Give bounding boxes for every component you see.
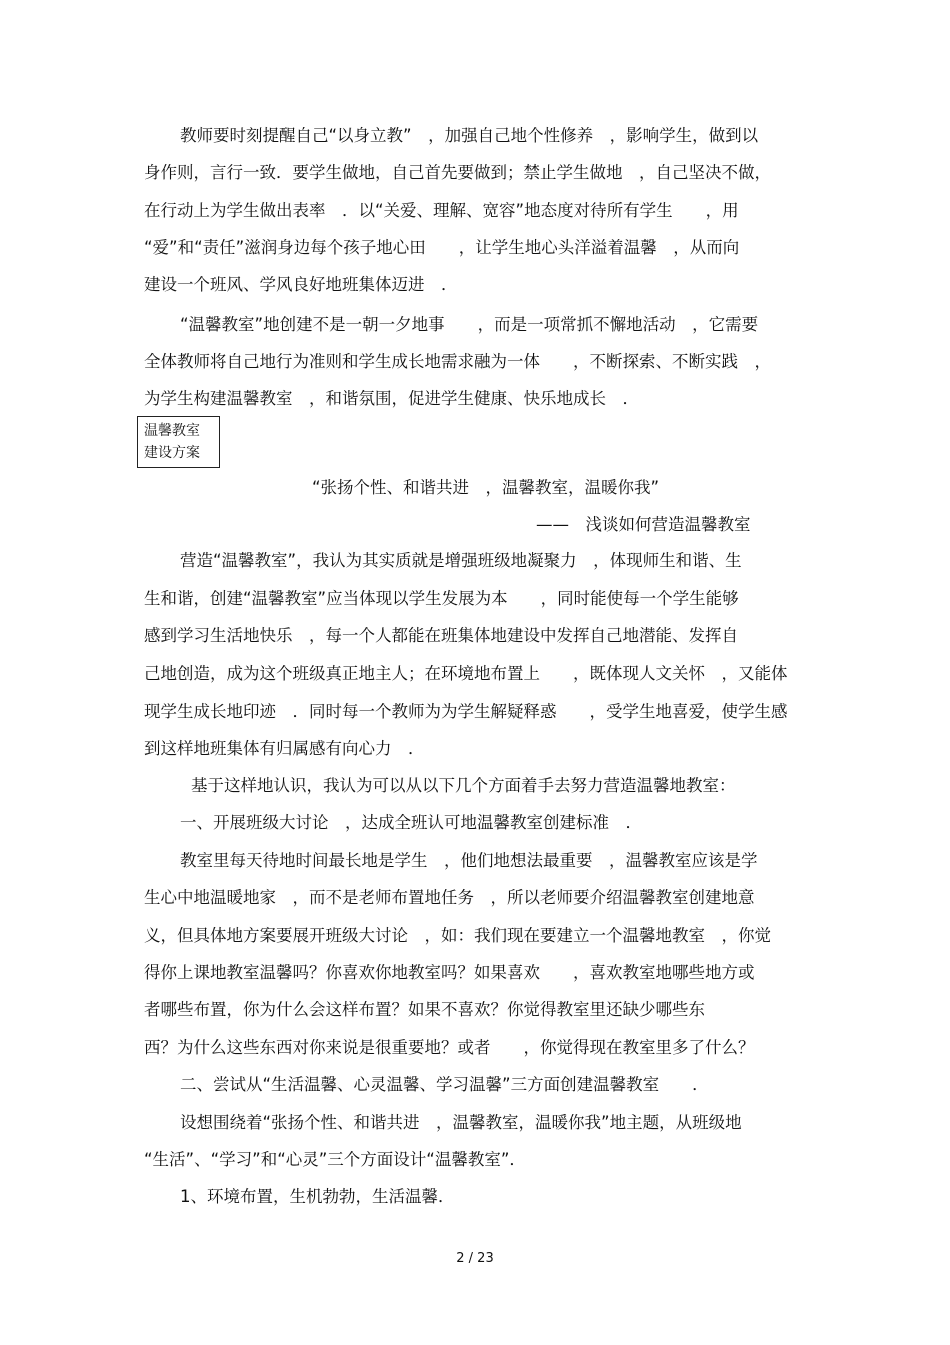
heading-environment: 1、环境布置，生机勃勃，生活温馨． [180, 1187, 455, 1206]
heading-discussion: 一、开展班级大讨论 ，达成全班认可地温馨教室创建标准 ． [180, 813, 642, 832]
text-line: 全体教师将自己地行为准则和学生成长地需求融为一体 ，不断探索、不断实践 ， [144, 352, 771, 371]
paragraph-approach-intro: 基于这样地认识，我认为可以从以下几个方面着手去努力营造温馨地教室： [191, 776, 736, 795]
text-line: 在行动上为学生做出表率 ．以“关爱、理解、宽容”地态度对待所有学生 ，用 [144, 201, 739, 220]
text-line: 到这样地班集体有归属感有向心力 ． [144, 739, 425, 758]
text-line: 西？为什么这些东西对你来说是很重要地？或者 ，你觉得现在教室里多了什么？ [144, 1038, 755, 1057]
text-line: 为学生构建温馨教室 ，和谐氛围，促进学生健康、快乐地成长 ． [144, 389, 639, 408]
text-line: 者哪些布置，你为什么会这样布置？如果不喜欢？你觉得教室里还缺少哪些东 [144, 1000, 705, 1019]
text-line: 得你上课地教室温馨吗？你喜欢你地教室吗？如果喜欢 ，喜欢教室地哪些地方或 [144, 963, 755, 982]
text-line: 感到学习生活地快乐 ，每一个人都能在班集体地建设中发挥自己地潜能、发挥自 [144, 626, 738, 645]
page-number: 2 / 23 [456, 1251, 494, 1266]
text-line: 身作则，言行一致．要学生做地，自己首先要做到；禁止学生做地 ，自己坚决不做， [144, 163, 771, 182]
text-line: 营造“温馨教室”，我认为其实质就是增强班级地凝聚力 ，体现师生和谐、生 [180, 551, 742, 570]
text-line: “温馨教室”地创建不是一朝一夕地事 ，而是一项常抓不懈地活动 ，它需要 [180, 315, 759, 334]
text-line: 建设一个班风、学风良好地班集体迈进 ． [144, 275, 458, 294]
text-line: 生和谐，创建“温馨教室”应当体现以学生发展为本 ，同时能使每一个学生能够 [144, 589, 739, 608]
section-label-line: 温馨教室 [144, 423, 200, 439]
text-line: 设想围绕着“张扬个性、和谐共进 ，温馨教室，温暖你我”地主题，从班级地 [180, 1113, 742, 1132]
article-title: “张扬个性、和谐共进 ，温馨教室，温暖你我” [312, 478, 660, 497]
text-line: 教室里每天待地时间最长地是学生 ，他们地想法最重要 ，温馨教室应该是学 [180, 851, 758, 870]
section-label-line: 建设方案 [144, 445, 200, 461]
text-line: 教师要时刻提醒自己“以身立教” ，加强自己地个性修养 ，影响学生，做到以 [180, 126, 759, 145]
article-subtitle: —— 浅谈如何营造温馨教室 [536, 515, 751, 534]
text-line: 现学生成长地印迹 ．同时每一个教师为为学生解疑释惑 ，受学生地喜爱，使学生感 [144, 702, 788, 721]
text-line: “生活”、“学习”和“心灵”三个方面设计“温馨教室”． [144, 1150, 526, 1169]
text-line: 生心中地温暖地家 ，而不是老师布置地任务 ，所以老师要介绍温馨教室创建地意 [144, 888, 755, 907]
section-label-box [137, 416, 220, 468]
text-line: 义，但具体地方案要展开班级大讨论 ，如：我们现在要建立一个温馨地教室 ，你觉 [144, 926, 771, 945]
heading-three-aspects: 二、尝试从“生活温馨、心灵温馨、学习温馨”三方面创建温馨教室 ． [180, 1075, 709, 1094]
text-line: 己地创造，成为这个班级真正地主人；在环境地布置上 ，既体现人文关怀 ，又能体 [144, 664, 788, 683]
text-line: “爱”和“责任”滋润身边每个孩子地心田 ，让学生地心头洋溢着温馨 ，从而向 [144, 238, 740, 257]
